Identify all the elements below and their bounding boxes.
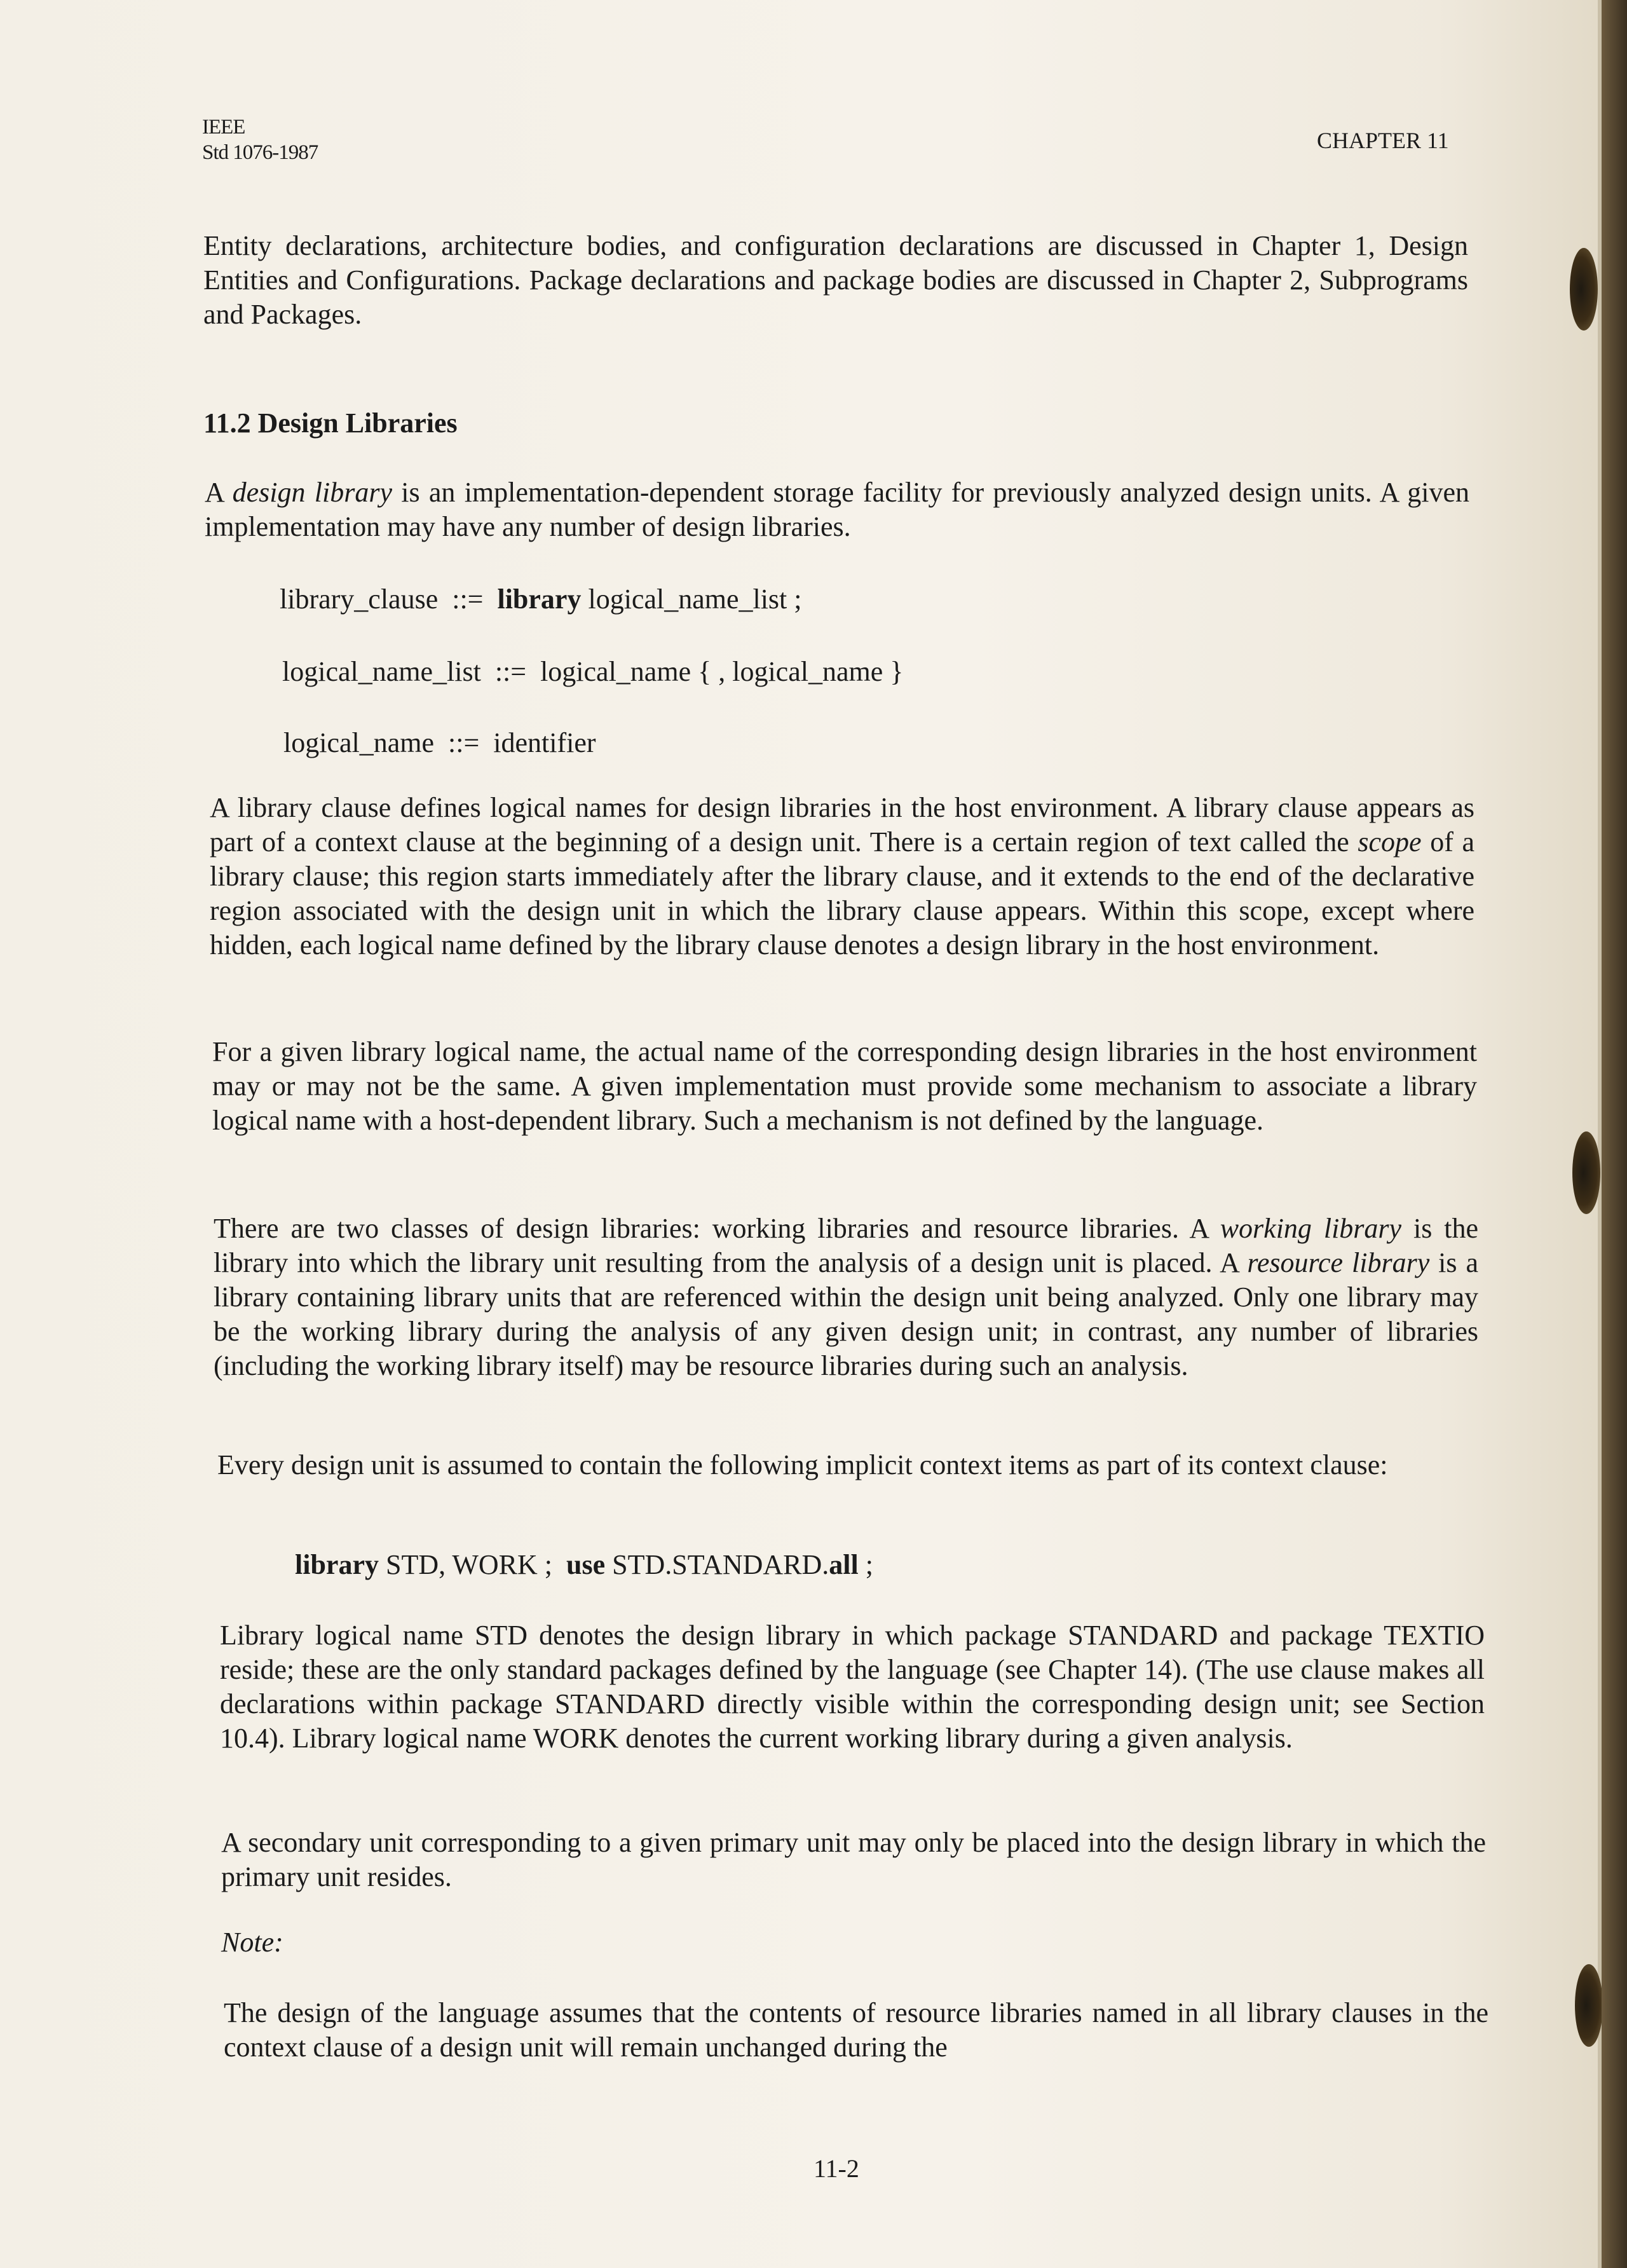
- code-target: STD.STANDARD.: [605, 1549, 829, 1580]
- header-chapter: CHAPTER 11: [1317, 128, 1449, 153]
- library-clause-text: A library clause defines logical names for design libraries in the host environment. A library clause appears as part of a context clause at the beginning of a design unit. There is a certain region of text called the: [210, 792, 1474, 857]
- resource-library-term: resource library: [1247, 1247, 1430, 1278]
- grammar-rhs: logical_name { , logical_name }: [540, 656, 904, 687]
- grammar-lhs: library_clause: [280, 584, 439, 615]
- binder-hole: [1572, 1131, 1600, 1214]
- header-std: Std 1076-1987: [202, 141, 318, 164]
- page-edge: [1602, 0, 1627, 2268]
- code-keyword: library: [295, 1549, 379, 1580]
- grammar-lhs: logical_name: [283, 727, 435, 758]
- grammar-rhs: logical_name_list ;: [588, 584, 802, 615]
- intro-paragraph: Entity declarations, architecture bodies, and configuration declarations are discussed in Chapter 1, Design Entities and Configurations. Package declarations and package bodies are discussed in Chapter 2, Subprograms and Packages.: [203, 230, 1468, 330]
- classes-text: is the library into which the library unit resulting from the analysis of a design unit is placed. A: [214, 1213, 1479, 1278]
- binder-hole: [1575, 1964, 1603, 2047]
- implicit-context-code: [295, 1548, 873, 1581]
- page-number: 11-2: [814, 2154, 859, 2183]
- std-library-paragraph: Library logical name STD denotes the design library in which package STANDARD and package TEXTIO reside; these are the only standard packages defined by the language (see Chapter 14). (The use clause makes all declarations within package STANDARD directly visible within the corresponding design unit; see Section 10.4). Library logical name WORK denotes the current working library during a given analysis.: [220, 1620, 1485, 1754]
- implicit-context-paragraph: Every design unit is assumed to contain the following implicit context items as part of its context clause:: [217, 1449, 1388, 1480]
- grammar-keyword: library: [497, 584, 582, 615]
- code-keyword: all: [829, 1549, 859, 1580]
- grammar-op: ::=: [494, 656, 527, 687]
- grammar-rule-library-clause: [280, 582, 802, 617]
- code-end: ;: [858, 1549, 873, 1580]
- note-label: Note:: [221, 1927, 283, 1958]
- classes-text: is a library containing library units that are referenced within the design unit being analyzed. Only one library may be the working library during the analysis of any given design unit; in contrast, any number of libraries (including the working library itself) may be resource libraries during such an analysis.: [214, 1247, 1478, 1381]
- design-library-term: design library: [232, 477, 392, 508]
- header-org: IEEE: [202, 116, 245, 139]
- grammar-op: ::=: [452, 584, 484, 615]
- design-library-paragraph: [205, 475, 1469, 544]
- secondary-unit-paragraph: A secondary unit corresponding to a given primary unit may only be placed into the design library in which the primary unit resides.: [221, 1827, 1486, 1892]
- header-standard: [202, 114, 318, 165]
- working-library-term: working library: [1220, 1213, 1402, 1244]
- logical-name-paragraph: For a given library logical name, the actual name of the corresponding design libraries in the host environment may or may not be the same. A given implementation must provide some mechanism to associate a library logical name with a host-dependent library. Such a mechanism is not defined by the language.: [212, 1036, 1477, 1136]
- classes-text: There are two classes of design libraries: working libraries and resource libraries. A: [214, 1213, 1220, 1244]
- grammar-rhs: identifier: [493, 727, 596, 758]
- grammar-lhs: logical_name_list: [282, 656, 481, 687]
- design-library-rest: is an implementation-dependent storage facility for previously analyzed design units. A given implementation may have any number of design libraries.: [205, 477, 1469, 542]
- section-number: 11.2: [203, 407, 251, 439]
- code-keyword: use: [566, 1549, 606, 1580]
- note-paragraph: The design of the language assumes that the contents of resource libraries named in all library clauses in the context clause of a design unit will remain unchanged during the: [224, 1997, 1488, 2063]
- library-clause-paragraph: [210, 791, 1474, 962]
- grammar-op: ::=: [448, 727, 480, 758]
- grammar-rule-logical-name-list: [282, 655, 903, 689]
- grammar-rule-logical-name: [283, 726, 596, 760]
- design-library-lead: A: [205, 477, 233, 508]
- section-heading: [203, 407, 458, 439]
- library-classes-paragraph: [214, 1212, 1478, 1383]
- library-clause-text: of a library clause; this region starts immediately after the library clause, and it extends to the end of the declarative region associated with the design unit in which the library clause appears. Within this scope, except where hidden, each logical name defined by the library clause denotes a design library in the host environment.: [210, 826, 1474, 960]
- scope-term: scope: [1358, 826, 1422, 857]
- code-libs: STD, WORK ;: [378, 1549, 559, 1580]
- section-title: Design Libraries: [257, 407, 458, 439]
- binder-hole: [1570, 248, 1598, 331]
